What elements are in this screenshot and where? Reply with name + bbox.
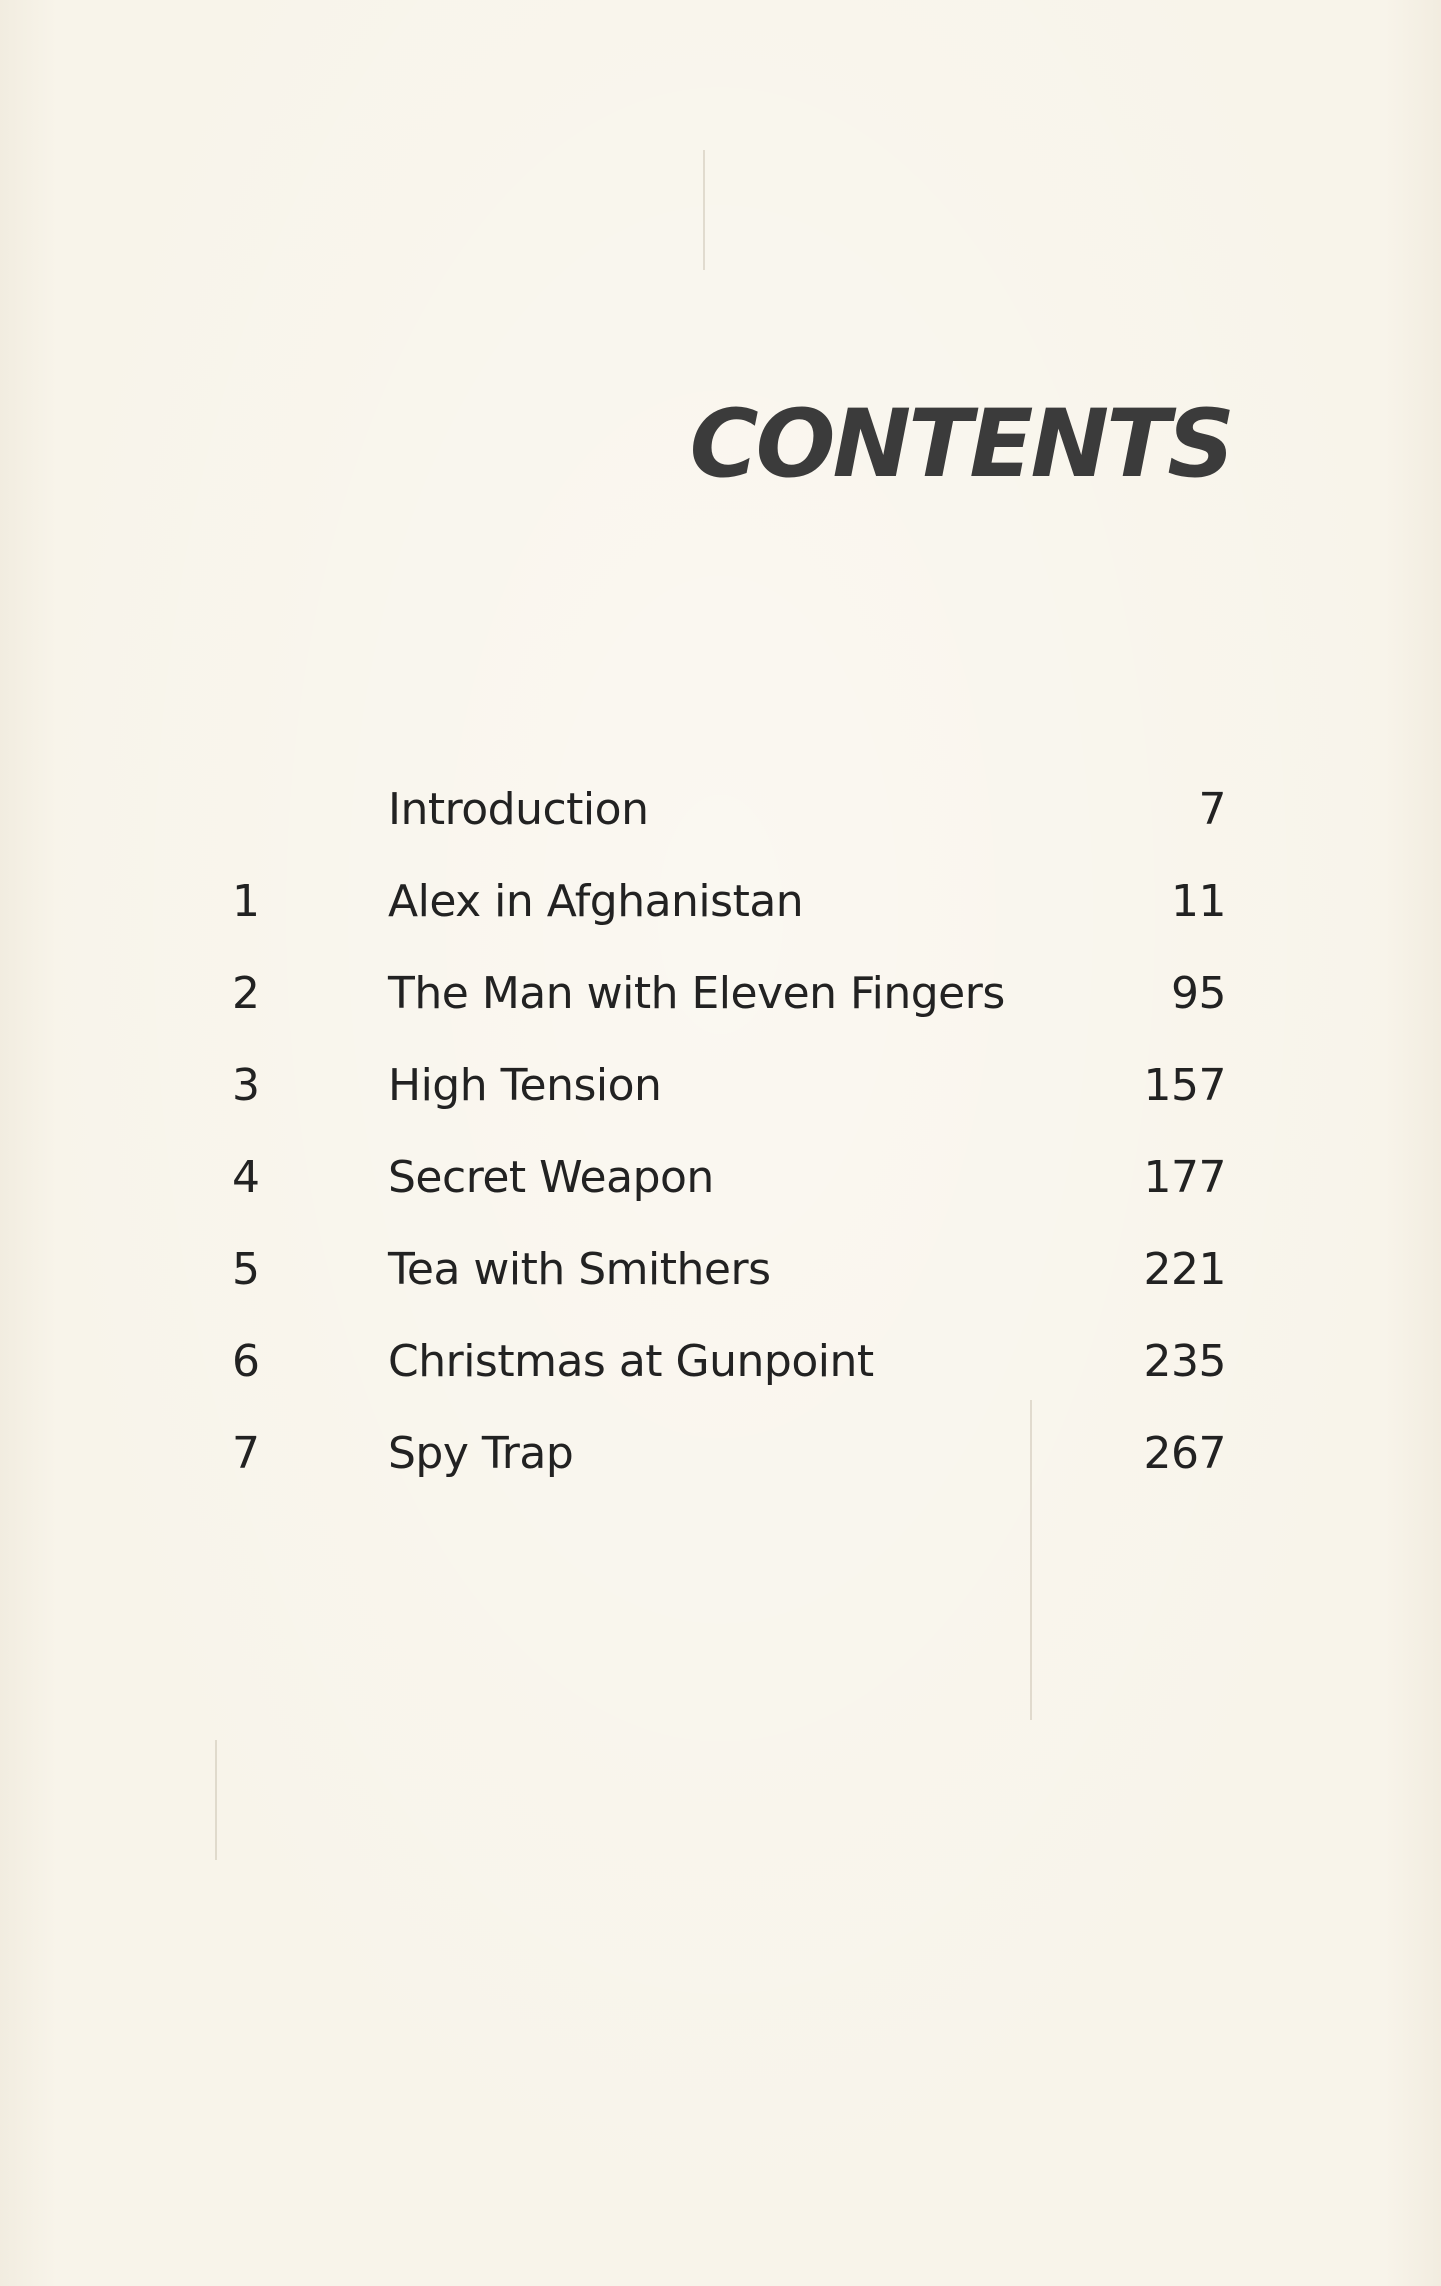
table-of-contents [0,764,1441,1500]
page-number: 235 [1143,1336,1226,1387]
page-number: 7 [1198,784,1226,835]
chapter-title: Spy Trap [388,1428,574,1479]
paper-crease [703,150,705,270]
chapter-number: 7 [232,1428,260,1479]
toc-entry [0,948,1441,1040]
paper-crease [215,1740,217,1860]
chapter-number: 2 [232,968,260,1019]
toc-entry [0,856,1441,948]
chapter-number: 4 [232,1152,260,1203]
page-title: CONTENTS [689,390,1232,499]
toc-entry [0,1040,1441,1132]
chapter-number: 3 [232,1060,260,1111]
page-number: 177 [1143,1152,1226,1203]
page-number: 11 [1171,876,1226,927]
page-number: 95 [1171,968,1226,1019]
chapter-title: High Tension [388,1060,662,1111]
chapter-number: 1 [232,876,260,927]
chapter-title: Tea with Smithers [388,1244,771,1295]
toc-entry [0,764,1441,856]
toc-entry [0,1408,1441,1500]
chapter-title: Introduction [388,784,649,835]
chapter-number: 6 [232,1336,260,1387]
page-number: 267 [1143,1428,1226,1479]
chapter-number: 5 [232,1244,260,1295]
toc-entry [0,1316,1441,1408]
toc-entry [0,1132,1441,1224]
chapter-title: The Man with Eleven Fingers [388,968,1005,1019]
toc-entry [0,1224,1441,1316]
page-number: 157 [1143,1060,1226,1111]
chapter-title: Secret Weapon [388,1152,714,1203]
chapter-title: Alex in Afghanistan [388,876,804,927]
page-number: 221 [1143,1244,1226,1295]
chapter-title: Christmas at Gunpoint [388,1336,874,1387]
